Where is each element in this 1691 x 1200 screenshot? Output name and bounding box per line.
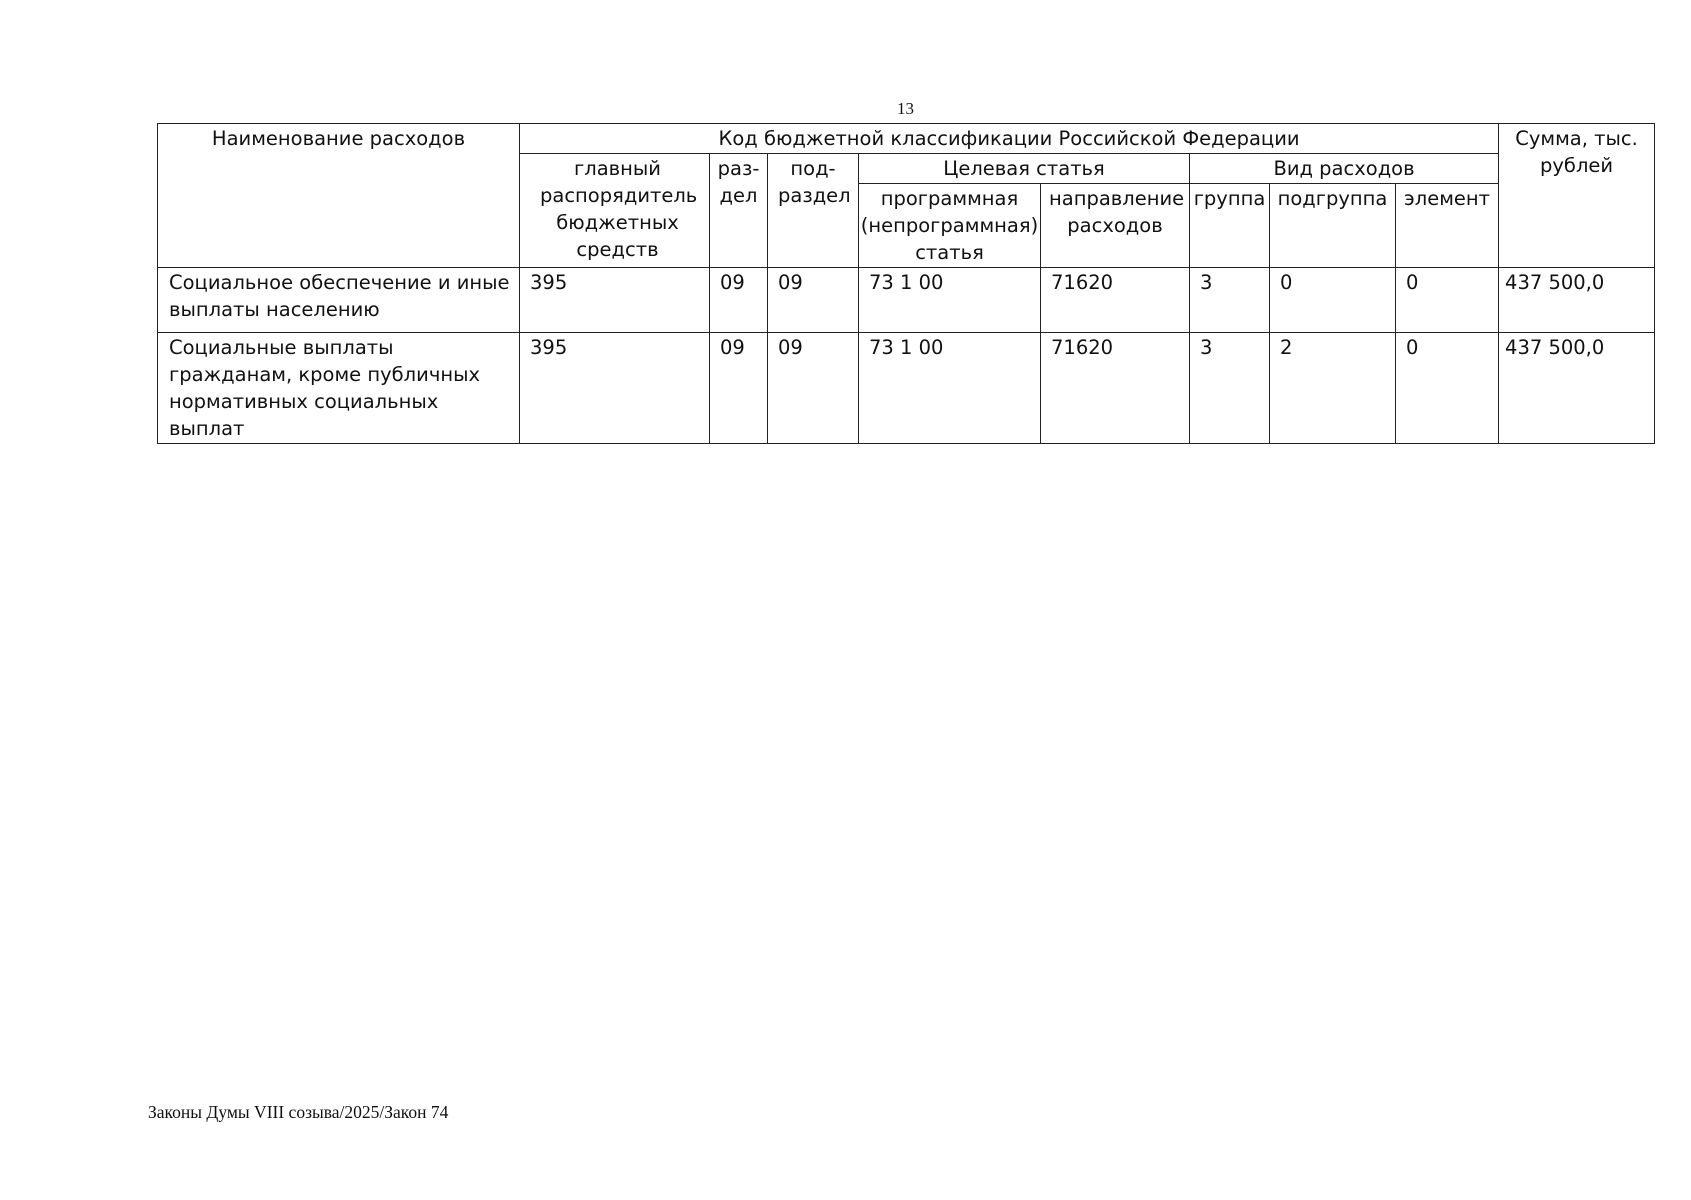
document-footer: Законы Думы VIII созыва/2025/Закон 74 (148, 1102, 449, 1122)
budget-table (157, 123, 1655, 444)
cell-subgroup: 2 (1270, 333, 1396, 444)
cell-name: Социальное обеспечение и иные выплаты населению (158, 268, 520, 333)
header-group: группа (1190, 184, 1270, 268)
table-row (158, 268, 1655, 333)
header-sum: Сумма, тыс. рублей (1499, 124, 1655, 268)
header-program-article: программная (непрограммная) статья (859, 184, 1041, 268)
page-number: 13 (897, 99, 914, 118)
cell-subgroup: 0 (1270, 268, 1396, 333)
cell-element: 0 (1396, 268, 1499, 333)
cell-group: 3 (1190, 268, 1270, 333)
cell-name: Социальные выплаты гражданам, кроме публичных нормативных социальных выплат (158, 333, 520, 444)
cell-program-article: 73 1 00 (859, 333, 1041, 444)
header-chief-manager: главный распорядитель бюджетных средств (520, 154, 710, 268)
cell-section: 09 (710, 333, 768, 444)
header-target-article: Целевая статья (859, 154, 1190, 184)
header-expense-type: Вид расходов (1190, 154, 1499, 184)
header-element: элемент (1396, 184, 1499, 268)
cell-section: 09 (710, 268, 768, 333)
header-expense-direction: направление расходов (1041, 184, 1190, 268)
header-section: раз- дел (710, 154, 768, 268)
cell-program-article: 73 1 00 (859, 268, 1041, 333)
cell-chief-manager: 395 (520, 268, 710, 333)
cell-sum: 437 500,0 (1499, 333, 1655, 444)
header-code-group: Код бюджетной классификации Российской Федерации (520, 124, 1499, 154)
cell-expense-direction: 71620 (1041, 333, 1190, 444)
header-subgroup: подгруппа (1270, 184, 1396, 268)
cell-element: 0 (1396, 333, 1499, 444)
cell-group: 3 (1190, 333, 1270, 444)
table-row (158, 333, 1655, 444)
header-subsection: под- раздел (768, 154, 859, 268)
cell-expense-direction: 71620 (1041, 268, 1190, 333)
cell-subsection: 09 (768, 268, 859, 333)
cell-chief-manager: 395 (520, 333, 710, 444)
cell-subsection: 09 (768, 333, 859, 444)
header-name: Наименование расходов (158, 124, 520, 268)
cell-sum: 437 500,0 (1499, 268, 1655, 333)
